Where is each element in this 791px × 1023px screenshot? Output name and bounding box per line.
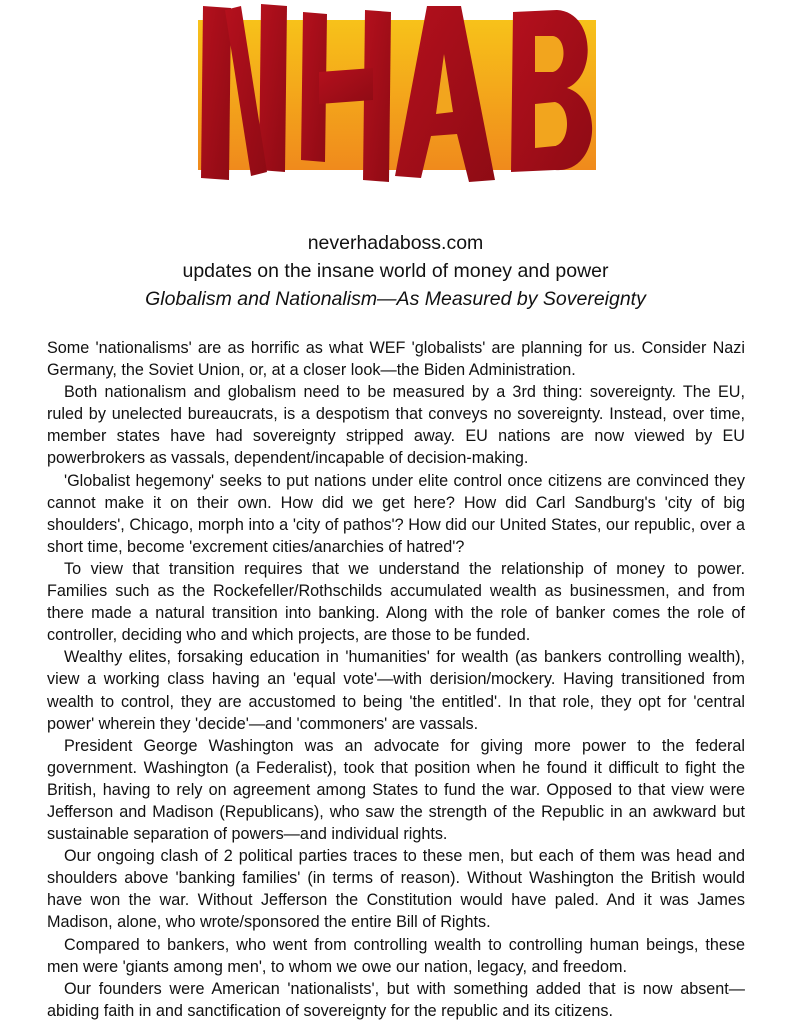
site-tagline: updates on the insane world of money and power bbox=[182, 260, 609, 282]
article-headline: Globalism and Nationalism—As Measured by Sovereignty bbox=[145, 288, 646, 310]
nhab-logo bbox=[195, 2, 600, 184]
article-paragraph: Wealthy elites, forsaking education in 'humanities' for wealth (as bankers controlling wealth), view a working class having an 'equal vote'—with derision/mockery. Having transitioned from wealth to control, they are accustomed to being 'the entitled'. In that role, they opt for 'central power' wherein they 'decide'—and 'commoners' are vassals. bbox=[47, 648, 745, 733]
article-paragraph: Both nationalism and globalism need to be measured by a 3rd thing: sovereignty. The EU, ruled by unelected bureaucrats, is a despotism that conveys no sovereignty. Instead, over time, member states have had sovereignty stripped away. EU nations are now viewed by EU powerbrokers as vassals, dependent/incapable of decision-making. bbox=[47, 383, 745, 468]
article-paragraph: Some 'nationalisms' are as horrific as what WEF 'globalists' are planning for us. Consider Nazi Germany, the Soviet Union, or, at a closer look—the Biden Administration. bbox=[47, 339, 745, 380]
article-paragraph: 'Globalist hegemony' seeks to put nations under elite control once citizens are convinced they cannot make it on their own. How did we get here? How did Carl Sandburg's 'city of big shoulders', Chicago, morph into a 'city of pathos'? How did our United States, our republic, over a short time, become 'excrement cities/anarchies of hatred'? bbox=[47, 471, 745, 556]
article-paragraph: President George Washington was an advocate for giving more power to the federal government. Washington (a Federalist), took that position when he found it difficult to fight the British, having to rely on agreement among States to fund the war. Opposed to that view were Jefferson and Madison (Republicans), who saw the strength of the Republic in an awkward but sustainable separation of powers—and individual rights. bbox=[47, 736, 745, 844]
article-body bbox=[47, 337, 745, 1022]
nhab-logo-graphic bbox=[195, 2, 600, 184]
article-paragraph: Compared to bankers, who went from controlling wealth to controlling human beings, these men were 'giants among men', to whom we owe our nation, legacy, and freedom. bbox=[47, 935, 745, 976]
site-name: neverhadaboss.com bbox=[307, 232, 484, 254]
article-paragraph: Our ongoing clash of 2 political parties traces to these men, but each of them was head and shoulders above 'banking families' (in terms of reason). Without Washington the British would have won the war. Without Jefferson the Constitution would have paled. And it was James Madison, alone, who wrote/sponsored the entire Bill of Rights. bbox=[47, 847, 745, 932]
article-paragraph: Our founders were American 'nationalists', but with something added that is now absent—abiding faith in and sanctification of sovereignty for the republic and its citizens. bbox=[47, 979, 745, 1020]
article-paragraph: To view that transition requires that we understand the relationship of money to power. Families such as the Rockefeller/Rothschilds accumulated wealth as businessmen, and from there made a natural transition into banking. Along with the role of banker comes the role of controller, deciding who and which projects, are those to be funded. bbox=[47, 559, 745, 645]
